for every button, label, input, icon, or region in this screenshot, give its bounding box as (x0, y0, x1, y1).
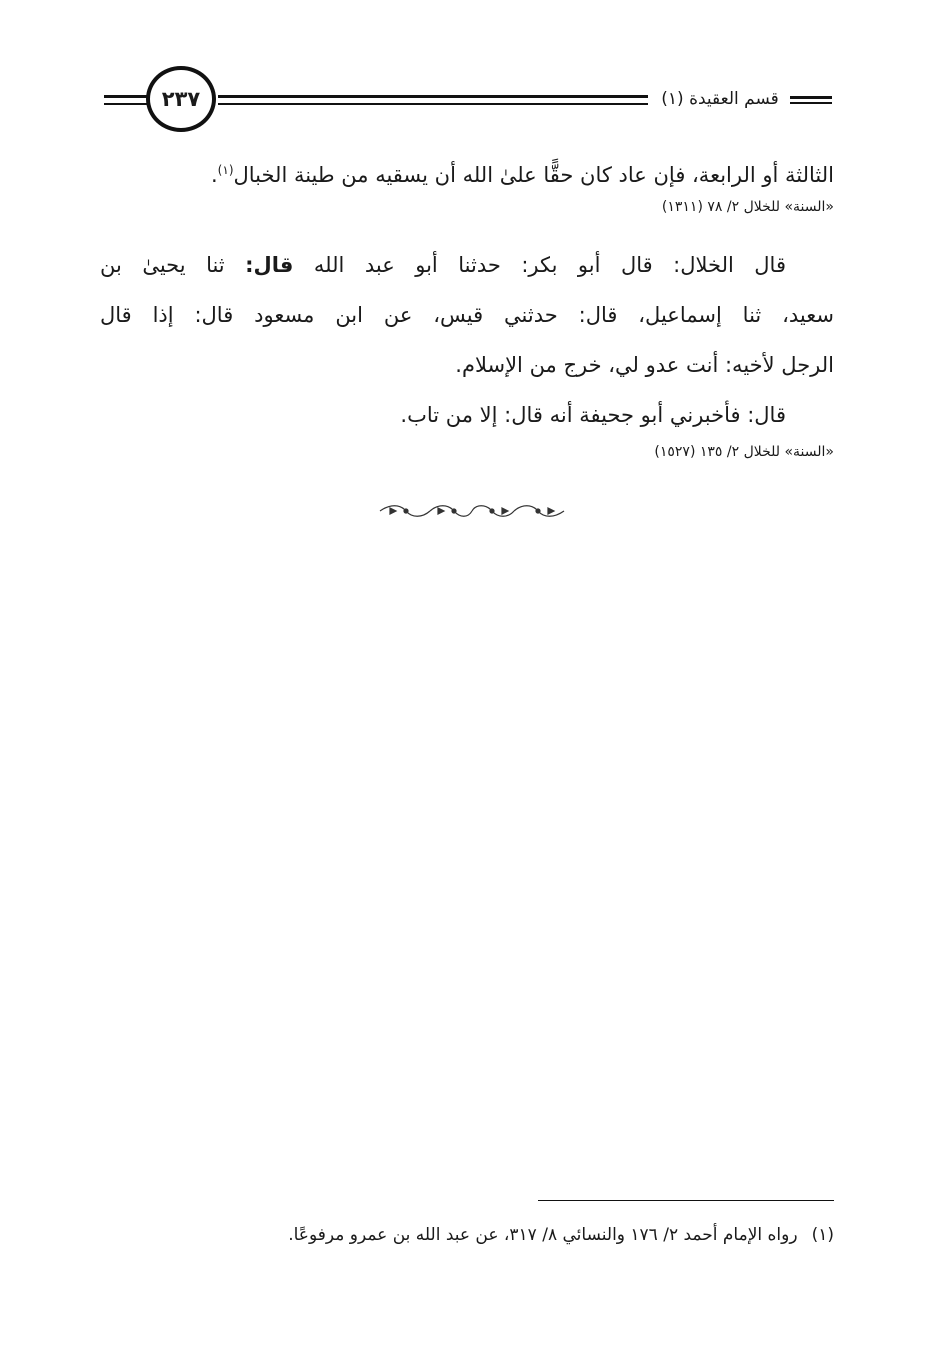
page-number (146, 66, 216, 132)
text-line: الرجل لأخيه: أنت عدو لي، خرج من الإسلام. (455, 353, 834, 377)
text-line (100, 240, 834, 290)
bold-speaker-label: قال: (245, 253, 294, 277)
text-entry-1 (100, 145, 834, 219)
page-number-text: ٢٣٧ (161, 87, 201, 111)
header-rule-left (104, 95, 148, 105)
text-line-content: قال الخلال: قال أبو بكر: حدثنا أبو عبد الله (293, 253, 786, 277)
text-line-end: ثنا يحيىٰ بن (100, 253, 246, 277)
text-line (100, 145, 834, 195)
footnote (100, 1220, 834, 1250)
footnote-reference[interactable]: (١) (217, 163, 234, 177)
source-citation: «السنة» للخلال ٢/ ٧٨ (١٣١١) (661, 199, 834, 215)
text-line-content: الثالثة أو الرابعة، فإن عاد كان حقًّا علىٰ الله أن يسقيه من طينة الخبال (233, 163, 834, 187)
text-entry-2 (100, 240, 834, 464)
running-title: قسم العقيدة (١) (661, 89, 779, 109)
header-rule-middle (218, 95, 648, 105)
text-line: سعيد، ثنا إسماعيل، قال: حدثني قيس، عن ابن مسعود قال: إذا قال (100, 303, 834, 327)
footnote-separator (538, 1200, 834, 1201)
footnote-marker: (١) (811, 1225, 834, 1245)
ornament-divider-icon (376, 502, 568, 520)
source-citation: «السنة» للخلال ٢/ ١٣٥ (١٥٢٧) (654, 444, 834, 460)
text-line: قال: فأخبرني أبو جحيفة أنه قال: إلا من تاب. (400, 403, 786, 427)
header-rule-right (790, 96, 832, 104)
footnote-text: رواه الإمام أحمد ٢/ ١٧٦ والنسائي ٨/ ٣١٧، عن عبد الله بن عمرو مرفوعًا. (288, 1225, 798, 1245)
text-line-end: . (210, 163, 218, 187)
